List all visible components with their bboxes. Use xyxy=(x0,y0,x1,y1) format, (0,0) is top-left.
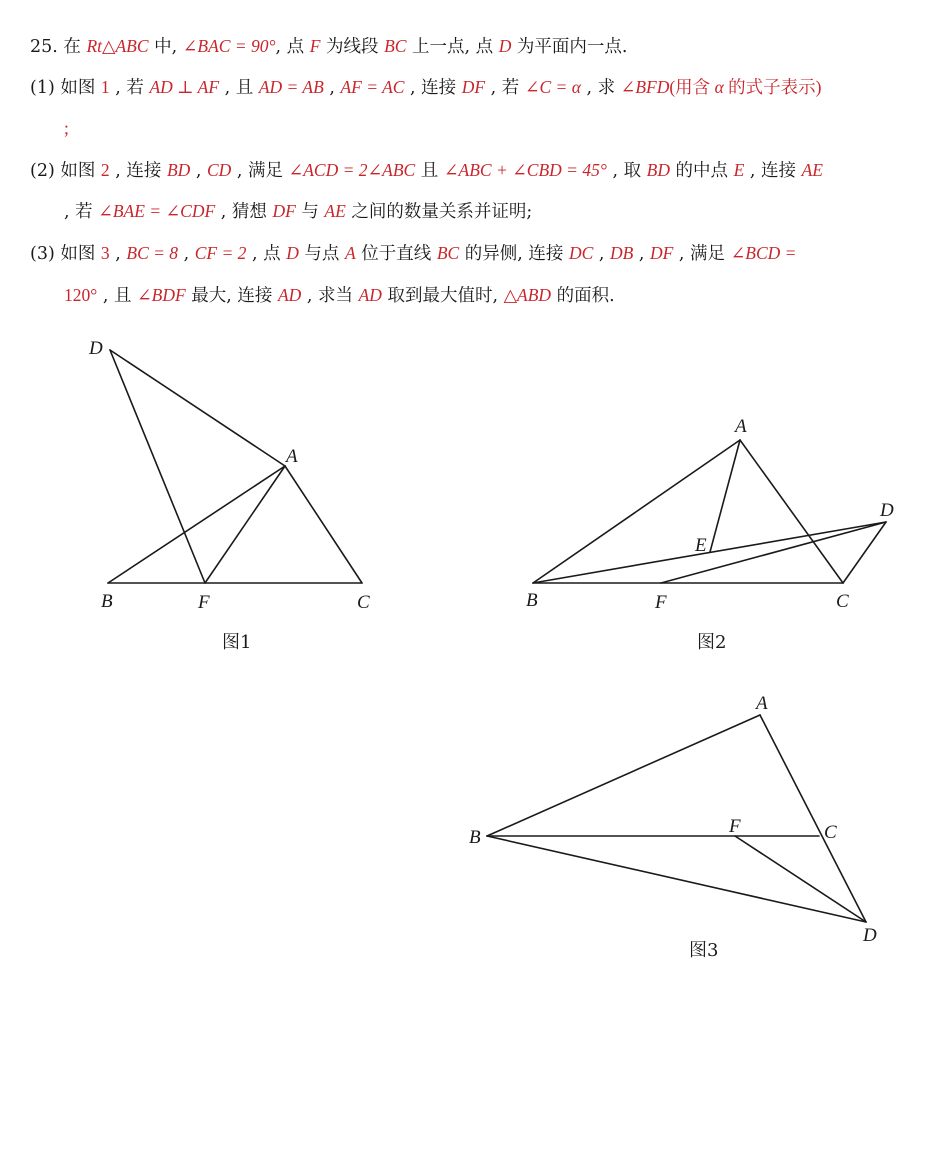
text-run: , xyxy=(190,161,207,181)
text-run: , 若 xyxy=(64,202,99,222)
segment-AD xyxy=(760,715,866,922)
text-run: , 点 xyxy=(246,244,287,264)
label-B: B xyxy=(526,590,538,611)
math-run: D xyxy=(498,36,512,56)
label-D: D xyxy=(89,338,103,359)
math-run: ∠ABC + ∠CBD = 45° xyxy=(443,160,607,180)
segment-BD xyxy=(487,836,866,922)
text-run: , xyxy=(633,244,650,264)
math-run: DF xyxy=(461,77,486,97)
text-run: , 连接 xyxy=(109,161,167,181)
math-run: ∠BAC = 90° xyxy=(182,36,276,56)
label-F: F xyxy=(655,592,667,613)
math-run: CF = 2 xyxy=(194,243,247,263)
text-run: , 若 xyxy=(109,78,150,98)
math-run: CD xyxy=(206,160,232,180)
text-run: , xyxy=(323,78,341,98)
text-run: 取到最大值时, xyxy=(381,286,504,306)
math-run: ∠BAE = ∠CDF xyxy=(98,201,216,221)
text-run: , xyxy=(109,244,127,264)
text-run: , 且 xyxy=(219,78,259,98)
label-A: A xyxy=(756,693,768,714)
text-run: 与点 xyxy=(298,244,345,264)
text-run: , xyxy=(593,244,610,264)
math-run: ; xyxy=(64,118,69,138)
math-run: ∠BCD = xyxy=(730,243,797,263)
text-run: , 满足 xyxy=(231,161,289,181)
label-B: B xyxy=(101,591,113,612)
math-run: BC xyxy=(384,36,407,56)
math-run: A xyxy=(344,243,356,263)
label-C: C xyxy=(357,592,370,613)
text-run: (3) 如图 xyxy=(30,244,101,264)
text-run: 为线段 xyxy=(320,37,385,57)
text-run: 最大, 连接 xyxy=(185,286,278,306)
text-run: , xyxy=(178,244,195,264)
segment-FD xyxy=(735,836,866,922)
math-run: F xyxy=(309,36,321,56)
text-run: 与 xyxy=(295,202,325,222)
math-run: 3 xyxy=(100,243,110,263)
label-C: C xyxy=(836,591,849,612)
math-run: AE xyxy=(324,201,346,221)
math-run: BC = 8 xyxy=(126,243,179,263)
text-run: 之间的数量关系并证明; xyxy=(345,202,533,222)
figure-3-caption: 图3 xyxy=(689,940,719,961)
text-run: 中, xyxy=(148,37,183,57)
math-run: ∠BDF xyxy=(137,285,186,305)
math-run: DF xyxy=(650,243,674,263)
text-run: , 且 xyxy=(97,286,138,306)
math-run: ∠BFD xyxy=(620,77,670,97)
label-F: F xyxy=(729,816,741,837)
text-run: 位于直线 xyxy=(355,244,437,264)
text-run: 上一点, 点 xyxy=(406,37,499,57)
label-E: E xyxy=(695,535,707,556)
math-run: ∠ACD = 2∠ABC xyxy=(288,160,416,180)
math-run: DB xyxy=(609,243,634,263)
math-run: ∠C = α xyxy=(524,77,581,97)
label-D: D xyxy=(880,500,894,521)
text-run: (1) 如图 xyxy=(30,78,101,98)
figure-3-lines xyxy=(487,715,866,922)
text-run: 的中点 xyxy=(669,161,734,181)
label-A: A xyxy=(286,446,298,467)
math-run: AD ⊥ AF xyxy=(149,77,220,97)
math-run: BC xyxy=(436,243,460,263)
figure-1-caption: 图1 xyxy=(222,632,252,653)
label-B: B xyxy=(469,827,481,848)
text-run: 25. 在 xyxy=(30,37,87,57)
segment-BA xyxy=(487,715,760,836)
text-run: , 求当 xyxy=(301,286,359,306)
text-run: (2) 如图 xyxy=(30,161,101,181)
math-run: 1 xyxy=(100,77,110,97)
text-run: 且 xyxy=(415,161,444,181)
text-run: , 连接 xyxy=(744,161,802,181)
text-run: , 点 xyxy=(275,37,310,57)
text-run: , 若 xyxy=(485,78,525,98)
label-F: F xyxy=(198,592,210,613)
math-run: α xyxy=(714,77,724,97)
math-run: AD xyxy=(358,285,382,305)
figure-2-caption: 图2 xyxy=(697,632,727,653)
text-run: , 取 xyxy=(606,161,647,181)
math-run: BD xyxy=(166,160,191,180)
text-run: , 猜想 xyxy=(215,202,273,222)
math-run: 的式子表示) xyxy=(723,77,822,97)
math-run: 120° xyxy=(64,285,98,305)
math-run: AD = AB xyxy=(258,77,324,97)
math-run: E xyxy=(733,160,745,180)
math-run: (用含 xyxy=(669,77,715,97)
math-run: DF xyxy=(272,201,296,221)
text-run: 的面积. xyxy=(551,286,615,306)
text-run: , 连接 xyxy=(404,78,462,98)
text-run: , 求 xyxy=(580,78,621,98)
math-run: 2 xyxy=(100,160,110,180)
text-run: 为平面内一点. xyxy=(511,37,628,57)
text-run: 的异侧, 连接 xyxy=(459,244,569,264)
math-run: △ABD xyxy=(503,285,552,305)
math-run: AF = AC xyxy=(340,77,405,97)
math-run: AD xyxy=(277,285,302,305)
label-C: C xyxy=(824,822,837,843)
label-A: A xyxy=(735,416,747,437)
math-run: D xyxy=(286,243,299,263)
math-run: BD xyxy=(646,160,670,180)
math-run: DC xyxy=(568,243,594,263)
text-run: , 满足 xyxy=(673,244,731,264)
math-run: AE xyxy=(801,160,823,180)
label-D: D xyxy=(863,925,877,946)
math-run: Rt△ABC xyxy=(86,36,149,56)
